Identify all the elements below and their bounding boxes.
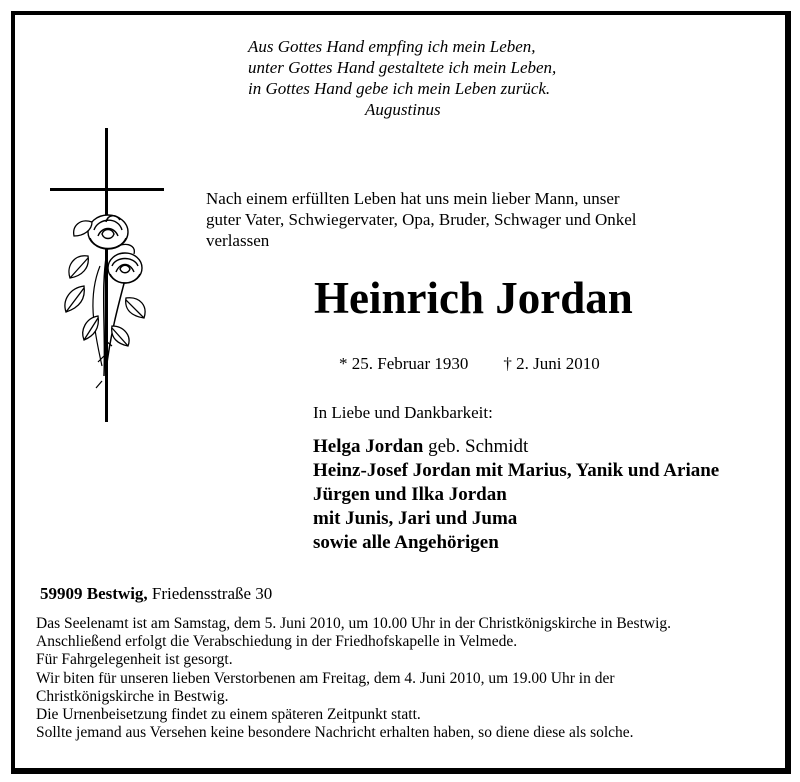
note-line: Die Urnenbeisetzung findet zu einem späteren Zeitpunkt statt. [36, 706, 421, 724]
intro-line: guter Vater, Schwiegervater, Opa, Bruder, Schwager und Onkel [206, 210, 637, 229]
family-line: Heinz-Josef Jordan mit Marius, Yanik und Ariane [313, 460, 720, 481]
intro-line: Nach einem erfüllten Leben hat uns mein lieber Mann, unser [206, 189, 620, 208]
family-list [313, 435, 719, 555]
family-line: Jürgen und Ilka Jordan [313, 484, 507, 505]
address-street: Friedensstraße 30 [147, 584, 273, 603]
note-line: Sollte jemand aus Versehen keine besondere Nachricht erhalten haben, so diene diese als solche. [36, 724, 634, 742]
quote-line: unter Gottes Hand gestaltete ich mein Leben, [248, 58, 557, 77]
quote-line: in Gottes Hand gebe ich mein Leben zurück. [248, 79, 551, 98]
cross-with-roses-icon [48, 126, 168, 426]
note-line: Christkönigskirche in Bestwig. [36, 687, 229, 705]
service-notes [36, 615, 671, 742]
birth-date: * 25. Februar 1930 [339, 354, 469, 373]
address [40, 583, 272, 604]
note-line: Anschließend erfolgt die Verabschiedung in der Friedhofskapelle in Velmede. [36, 633, 518, 651]
address-city: 59909 Bestwig, [40, 584, 148, 603]
quote-line: Aus Gottes Hand empfing ich mein Leben, [248, 37, 536, 56]
family-line: sowie alle Angehörigen [313, 532, 499, 553]
note-line: Für Fahrgelegenheit ist gesorgt. [36, 651, 233, 669]
widow-name: Helga Jordan [313, 436, 424, 457]
widow-maiden-name: geb. Schmidt [423, 436, 529, 457]
quote-author: Augustinus [365, 100, 441, 119]
life-dates [339, 353, 600, 374]
family-line [313, 435, 719, 459]
note-line: Das Seelenamt ist am Samstag, dem 5. Juni 2010, um 10.00 Uhr in der Christkönigskirche in Bestwig. [36, 615, 672, 632]
intro-line: verlassen [206, 231, 270, 250]
deceased-name: Heinrich Jordan [314, 273, 633, 323]
bible-quote [248, 36, 556, 120]
intro-text [206, 188, 706, 251]
family-line: mit Junis, Jari und Juma [313, 508, 518, 529]
death-date: † 2. Juni 2010 [503, 354, 600, 373]
thanks-heading: In Liebe und Dankbarkeit: [313, 403, 493, 422]
note-line: Wir biten für unseren lieben Verstorbenen am Freitag, dem 4. Juni 2010, um 19.00 Uhr in der [36, 669, 615, 687]
